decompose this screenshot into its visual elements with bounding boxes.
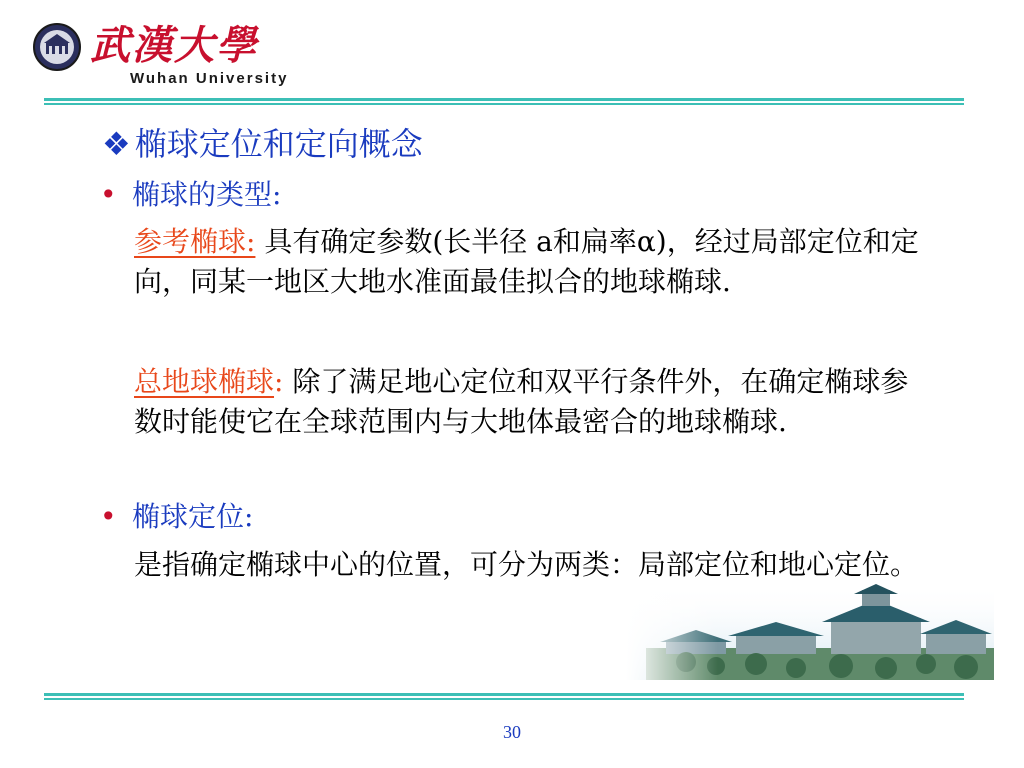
global-ellipsoid-paragraph: [134, 362, 934, 442]
campus-building-illustration: [626, 584, 994, 680]
reference-ellipsoid-definition: 具有确定参数(长半径 a和扁率α)，经过局部定位和定向，同某一地区大地水准面最佳拟合的地球椭球.: [134, 225, 919, 298]
page-number: 30: [503, 722, 521, 742]
bullet-ellipsoid-positioning: [100, 497, 253, 537]
diamond-bullet-icon: ❖: [102, 125, 131, 163]
positioning-paragraph: [134, 545, 934, 585]
slide-title: [102, 122, 423, 166]
term-reference-ellipsoid: 参考椭球:: [134, 225, 256, 258]
slide-title-text: 椭球定位和定向概念: [134, 125, 423, 163]
bullet-dot-icon: •: [100, 500, 117, 533]
term-global-ellipsoid: 总地球椭球: [134, 365, 275, 398]
term-colon: :: [274, 365, 284, 398]
university-logo: [32, 22, 332, 92]
positioning-definition: 是指确定椭球中心的位置，可分为两类：局部定位和地心定位。: [134, 548, 919, 581]
global-ellipsoid-definition: 除了满足地心定位和双平行条件外，在确定椭球参数时能使它在全球范围内与大地体最密合的地球椭球.: [134, 365, 909, 438]
reference-ellipsoid-paragraph: [134, 222, 934, 302]
bullet-label: 椭球定位:: [132, 500, 254, 533]
bullet-dot-icon: •: [100, 178, 117, 211]
logo-english-name: Wuhan University: [130, 70, 289, 87]
university-seal-icon: [32, 22, 82, 72]
bullet-label: 椭球的类型:: [132, 178, 282, 211]
bullet-ellipsoid-types: [100, 175, 281, 215]
footer-divider: [44, 693, 964, 700]
header-divider: [44, 98, 964, 105]
logo-chinese-name: 武漢大學: [90, 22, 258, 69]
